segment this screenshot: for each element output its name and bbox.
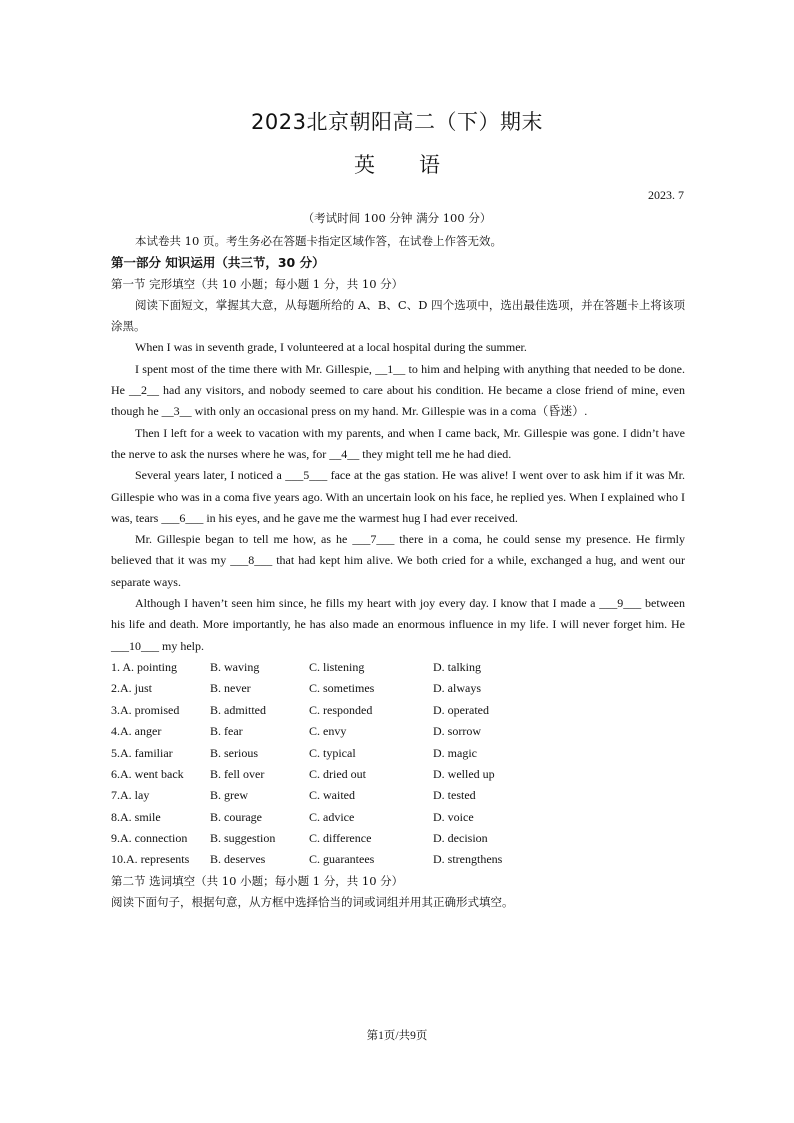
option-row xyxy=(111,743,685,764)
option-d: D. tested xyxy=(433,788,476,803)
option-row xyxy=(111,828,685,849)
option-d: D. operated xyxy=(433,702,489,717)
option-d: D. sorrow xyxy=(433,724,481,739)
option-b: B. courage xyxy=(210,809,262,824)
option-b: B. serious xyxy=(210,745,258,760)
option-b: B. fell over xyxy=(210,766,265,781)
option-a: 2.A. just xyxy=(111,681,153,696)
exam-time-info: （考试时间 100 分钟 满分 100 分） xyxy=(302,211,492,225)
option-c: C. sometimes xyxy=(309,681,375,696)
part1-heading: 第一部分 知识运用（共三节，30 分） xyxy=(111,255,325,271)
option-a: 4.A. anger xyxy=(111,724,162,739)
option-c: C. typical xyxy=(309,745,356,760)
option-a: 8.A. smile xyxy=(111,809,161,824)
passage-paragraph: Several years later, I noticed a ___5___ face at the gas station. He was alive! I went over to ask him if it was Mr. Gillespie who was in a coma five years ago. With an uncertain look on his face, he replied yes. When I explained who I was, tears ___6___ in his eyes, and he gave me the warmest hug I had ever received. xyxy=(111,468,685,525)
options-table xyxy=(111,657,685,871)
subject-char-2: 语 xyxy=(419,153,440,177)
option-a: 5.A. familiar xyxy=(111,745,173,760)
option-b: B. fear xyxy=(210,724,243,739)
option-d: D. voice xyxy=(433,809,474,824)
option-row xyxy=(111,849,685,870)
exam-body xyxy=(111,231,685,913)
option-d: D. magic xyxy=(433,745,477,760)
option-b: B. never xyxy=(210,681,251,696)
exam-notice: 本试卷共 10 页。考生务必在答题卡指定区域作答，在试卷上作答无效。 xyxy=(135,234,502,248)
option-a: 1. A. pointing xyxy=(111,659,178,674)
option-c: C. listening xyxy=(309,659,365,674)
subject-title xyxy=(0,149,794,179)
page-title: 2023北京朝阳高二（下）期末 xyxy=(251,110,543,134)
option-a: 3.A. promised xyxy=(111,702,180,717)
passage-paragraph: When I was in seventh grade, I volunteered at a local hospital during the summer. xyxy=(135,340,527,355)
option-b: B. suggestion xyxy=(210,831,276,846)
passage-paragraph: Mr. Gillespie began to tell me how, as he ___7___ there in a coma, he could sense my presence. He firmly believed that it was my ___8___ that had kept him alive. We both cried for a while, exchanged a hug, and went our separate ways. xyxy=(111,532,685,589)
option-row xyxy=(111,700,685,721)
option-c: C. dried out xyxy=(309,766,366,781)
option-b: B. waving xyxy=(210,659,260,674)
option-row xyxy=(111,721,685,742)
option-d: D. strengthens xyxy=(433,852,503,867)
section2-heading: 第二节 选词填空（共 10 小题；每小题 1 分，共 10 分） xyxy=(111,873,404,888)
option-d: D. talking xyxy=(433,659,481,674)
option-row xyxy=(111,678,685,699)
passage-paragraph: Then I left for a week to vacation with my parents, and when I came back, Mr. Gillespie was gone. I didn’t have the nerve to ask the nurses where he was, for __4__ they might tell me he had died. xyxy=(111,425,685,461)
option-d: D. decision xyxy=(433,831,488,846)
option-c: C. advice xyxy=(309,809,355,824)
passage-paragraph: I spent most of the time there with Mr. Gillespie, __1__ to him and helping with anything that needed to be done. He __2__ had any visitors, and nobody seemed to care about his condition. He became a close friend of mine, even though he __3__ with only an occasional press on my hand. Mr. Gillespie was in a coma（昏迷）. xyxy=(111,361,685,419)
subject-char-1: 英 xyxy=(354,153,375,177)
option-row xyxy=(111,807,685,828)
option-d: D. welled up xyxy=(433,766,495,781)
option-c: C. waited xyxy=(309,788,355,803)
option-c: C. envy xyxy=(309,724,347,739)
section1-instructions: 阅读下面短文，掌握其大意，从每题所给的 A、B、C、D 四个选项中，选出最佳选项，并在答题卡上将该项涂黑。 xyxy=(111,297,685,334)
option-c: C. guarantees xyxy=(309,852,375,867)
section1-heading: 第一节 完形填空（共 10 小题；每小题 1 分，共 10 分） xyxy=(111,276,404,291)
option-row xyxy=(111,785,685,806)
option-a: 6.A. went back xyxy=(111,766,184,781)
option-c: C. responded xyxy=(309,702,373,717)
passage-paragraph: Although I haven’t seen him since, he fills my heart with joy every day. I know that I made a ___9___ between his life and death. More importantly, he has also made an enormous influence in my life. I will never forget him. He ___10___ my help. xyxy=(111,596,685,653)
section2-instructions: 阅读下面句子，根据句意，从方框中选择恰当的词或词组并用其正确形式填空。 xyxy=(111,895,514,910)
page-number: 第1页/共9页 xyxy=(366,1030,428,1042)
option-b: B. deserves xyxy=(210,852,266,867)
option-c: C. difference xyxy=(309,831,372,846)
option-b: B. admitted xyxy=(210,702,266,717)
option-a: 10.A. represents xyxy=(111,852,190,867)
option-a: 7.A. lay xyxy=(111,788,150,803)
option-b: B. grew xyxy=(210,788,248,803)
exam-date: 2023. 7 xyxy=(648,188,684,202)
option-row xyxy=(111,657,685,678)
option-d: D. always xyxy=(433,681,481,696)
option-row xyxy=(111,764,685,785)
option-a: 9.A. connection xyxy=(111,831,188,846)
